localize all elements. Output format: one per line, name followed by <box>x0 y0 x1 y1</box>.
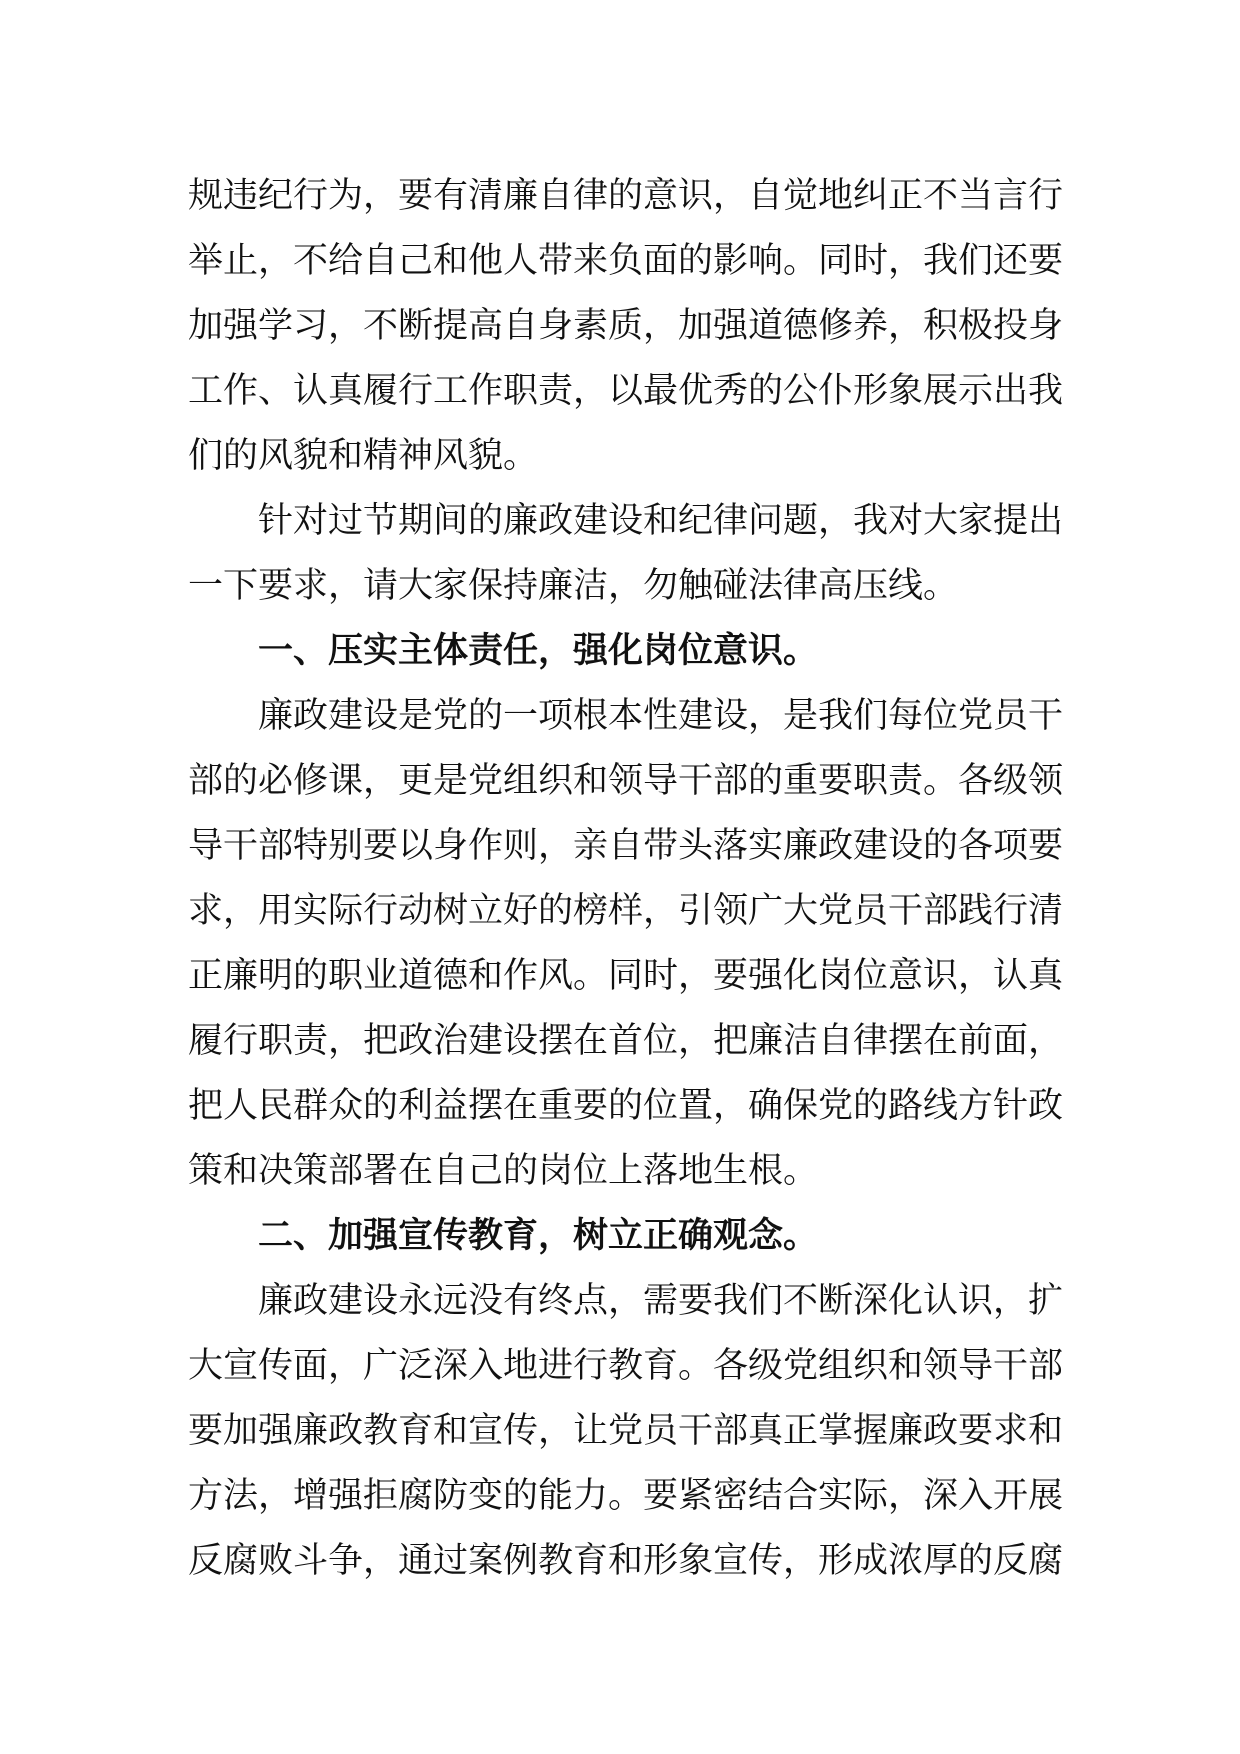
body-line: 正廉明的职业道德和作风。同时，要强化岗位意识，认真 <box>188 956 1064 996</box>
body-line: 求，用实际行动树立好的榜样，引领广大党员干部践行清 <box>188 891 1064 931</box>
body-line: 导干部特别要以身作则，亲自带头落实廉政建设的各项要 <box>188 826 1064 866</box>
paragraph-first-line: 廉政建设是党的一项根本性建设，是我们每位党员干 <box>258 696 1064 736</box>
body-line: 大宣传面，广泛深入地进行教育。各级党组织和领导干部 <box>188 1346 1064 1386</box>
body-line: 方法，增强拒腐防变的能力。要紧密结合实际，深入开展 <box>188 1476 1064 1516</box>
body-line: 工作、认真履行工作职责，以最优秀的公仆形象展示出我 <box>188 371 1064 411</box>
body-line: 反腐败斗争，通过案例教育和形象宣传，形成浓厚的反腐 <box>188 1541 1064 1581</box>
section-heading-1: 一、压实主体责任，强化岗位意识。 <box>258 631 819 671</box>
body-line: 履行职责，把政治建设摆在首位，把廉洁自律摆在前面， <box>188 1021 1064 1061</box>
body-line: 规违纪行为，要有清廉自律的意识，自觉地纠正不当言行 <box>188 176 1064 216</box>
paragraph-first-line: 针对过节期间的廉政建设和纪律问题，我对大家提出 <box>258 501 1064 541</box>
paragraph-first-line: 廉政建设永远没有终点，需要我们不断深化认识，扩 <box>258 1281 1064 1321</box>
body-line: 们的风貌和精神风貌。 <box>188 436 539 476</box>
body-line: 部的必修课，更是党组织和领导干部的重要职责。各级领 <box>188 761 1064 801</box>
section-heading-2: 二、加强宣传教育，树立正确观念。 <box>258 1216 819 1256</box>
document-body <box>188 164 1064 1594</box>
body-line: 要加强廉政教育和宣传，让党员干部真正掌握廉政要求和 <box>188 1411 1064 1451</box>
body-line: 加强学习，不断提高自身素质，加强道德修养，积极投身 <box>188 306 1064 346</box>
body-line: 一下要求，请大家保持廉洁，勿触碰法律高压线。 <box>188 566 959 606</box>
body-line: 策和决策部署在自己的岗位上落地生根。 <box>188 1151 819 1191</box>
body-line: 把人民群众的利益摆在重要的位置，确保党的路线方针政 <box>188 1086 1064 1126</box>
body-line: 举止，不给自己和他人带来负面的影响。同时，我们还要 <box>188 241 1064 281</box>
